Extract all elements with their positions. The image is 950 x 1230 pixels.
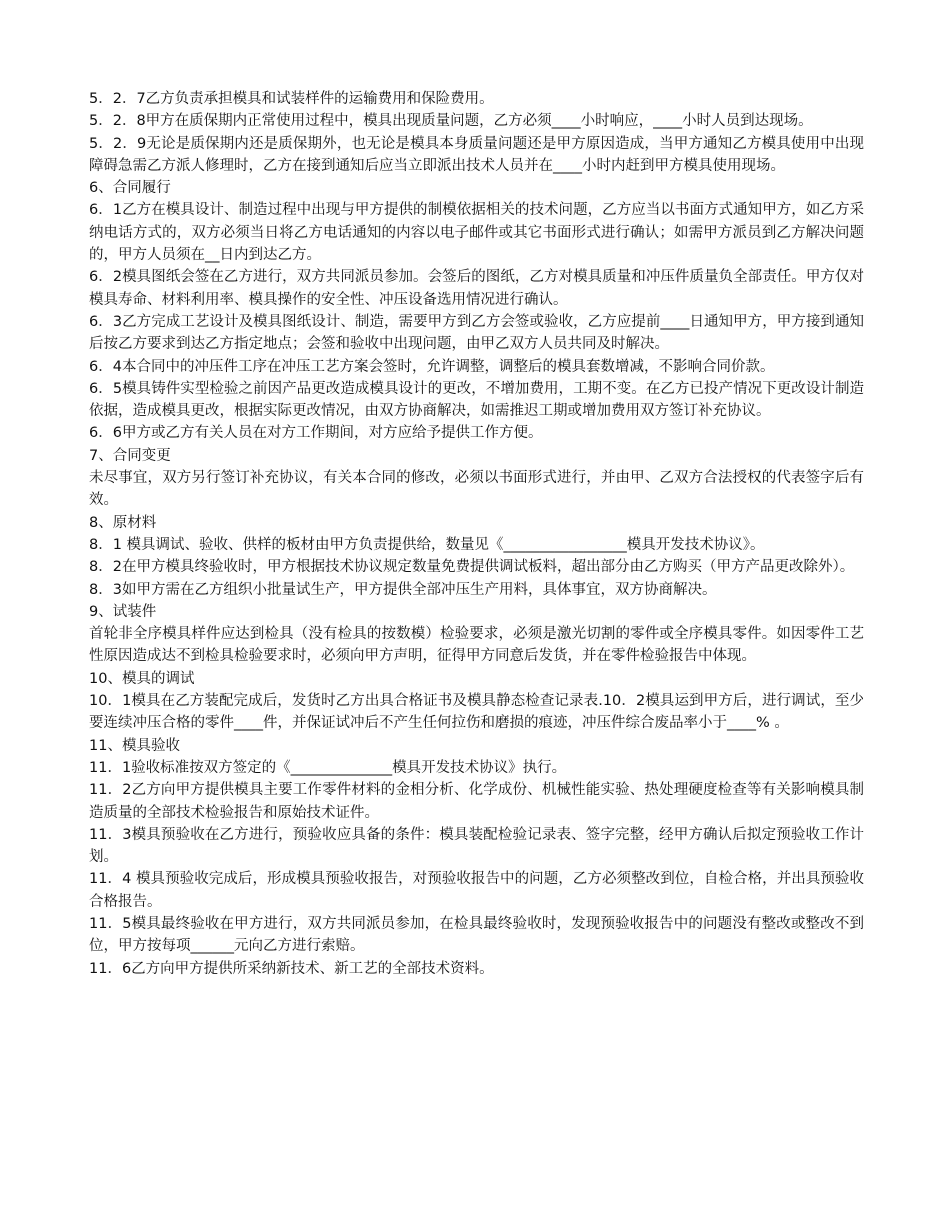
clause-8-2: 8．2在甲方模具终验收时，甲方根据技术协议规定数量免费提供调试板料，超出部分由乙方购买（甲方产品更改除外）。 [89,559,855,576]
section-heading-die-acceptance: 11、模具验收 [89,737,180,754]
clause-8-3: 8．3如甲方需在乙方组织小批量试生产，甲方提供全部冲压生产用料，具体事宜，双方协商解决。 [89,581,717,598]
clause-6-2: 6．2模具图纸会签在乙方进行，双方共同派员参加。会签后的图纸，乙方对模具质量和冲压件质量负全部责任。甲方仅对模具寿命、材料利用率、模具操作的安全性、冲压设备选用情况进行确认。 [89,269,864,308]
contract-page [89,88,864,980]
clause-8-1: 8．1 模具调试、验收、供样的板材由甲方负责提供给，数量见《_________________模具开发技术协议》。 [89,536,765,553]
clause-5-2-9: 5．2．9无论是质保期内还是质保期外，也无论是模具本身质量问题还是甲方原因造成，当甲方通知乙方模具使用中出现障碍急需乙方派人修理时，乙方在接到通知后应当立即派出技术人员并在____小时内赶到甲方模具使用现场。 [89,135,864,174]
clause-6-5: 6．5模具铸件实型检验之前因产品更改造成模具设计的更改，不增加费用，工期不变。在乙方已投产情况下更改设计制造依据，造成模具更改，根据实际更改情况，由双方协商解决，如需推迟工期或增加费用双方签订补充协议。 [89,380,864,420]
section-heading-contract-performance: 6、合同履行 [89,180,171,197]
clause-11-6: 11．6乙方向甲方提供所采纳新技术、新工艺的全部技术资料。 [89,960,494,977]
clause-5-2-7: 5．2．7乙方负责承担模具和试装样件的运输费用和保险费用。 [89,91,494,107]
clause-11-3: 11．3模具预验收在乙方进行，预验收应具备的条件：模具装配检验记录表、签字完整，经甲方确认后拟定预验收工作计划。 [89,826,864,866]
clause-9-body: 首轮非全序模具样件应达到检具（没有检具的按数模）检验要求，必须是激光切割的零件或全序模具零件。如因零件工艺性原因造成达不到检具检验要求时，必须向甲方声明，征得甲方同意后发货，并在零件检验报告中体现。 [89,626,864,665]
clause-6-1: 6．1乙方在模具设计、制造过程中出现与甲方提供的制模依据相关的技术问题，乙方应当以书面方式通知甲方，如乙方采纳电话方式的，双方必须当日将乙方电话通知的内容以电子邮件或其它书面形式进行确认；如需甲方派员到乙方解决问题的，甲方人员须在__日内到达乙方。 [89,202,864,264]
clause-5-2-8: 5．2．8甲方在质保期内正常使用过程中，模具出现质量问题，乙方必须____小时响应，____小时人员到达现场。 [89,113,813,130]
section-heading-trial-parts: 9、试装件 [89,603,157,620]
clause-11-5: 11．5模具最终验收在甲方进行，双方共同派员参加，在检具最终验收时，发现预验收报告中的问题没有整改或整改不到位，甲方按每项______元向乙方进行索赔。 [89,915,864,955]
section-heading-raw-materials: 8、原材料 [89,514,157,531]
section-heading-contract-change: 7、合同变更 [89,447,171,464]
clause-11-4: 11．4 模具预验收完成后，形成模具预验收报告，对预验收报告中的问题，乙方必须整改到位，自检合格，并出具预验收合格报告。 [89,871,864,910]
section-heading-die-tryout: 10、模具的调试 [89,670,195,687]
clause-11-1: 11．1验收标准按双方签定的《______________模具开发技术协议》执行。 [89,759,567,776]
clause-6-3: 6．3乙方完成工艺设计及模具图纸设计、制造，需要甲方到乙方会签或验收，乙方应提前____日通知甲方，甲方接到通知后按乙方要求到达乙方指定地点；会签和验收中出现问题，由甲乙双方人员共同及时解决。 [89,313,864,353]
clause-6-6: 6．6甲方或乙方有关人员在对方工作期间，对方应给予提供工作方便。 [89,425,543,442]
clause-6-4: 6．4本合同中的冲压件工序在冲压工艺方案会签时，允许调整，调整后的模具套数增减，不影响合同价款。 [89,358,775,375]
clause-11-2: 11．2乙方向甲方提供模具主要工作零件材料的金相分析、化学成份、机械性能实验、热处理硬度检查等有关影响模具制造质量的全部技术检验报告和原始技术证件。 [89,782,864,821]
clause-7-body: 未尽事宜，双方另行签订补充协议，有关本合同的修改，必须以书面形式进行，并由甲、乙双方合法授权的代表签字后有效。 [89,470,864,509]
clause-10-1: 10．1模具在乙方装配完成后，发货时乙方出具合格证书及模具静态检查记录表.10．2模具运到甲方后，进行调试，至少要连续冲压合格的零件____件，并保证试冲后不产生任何拉伤和磨损的痕迹，冲压件综合废品率小于____% 。 [89,693,864,732]
